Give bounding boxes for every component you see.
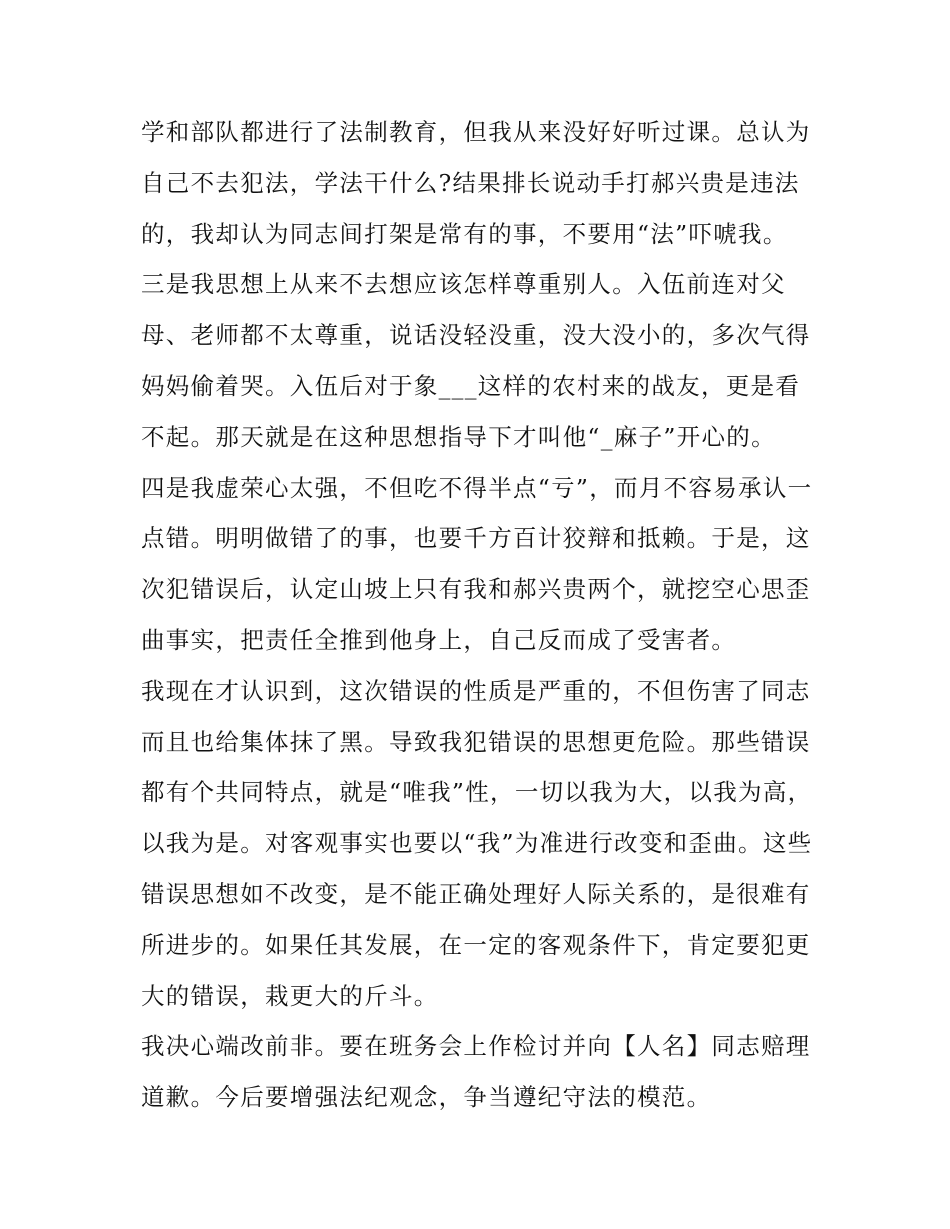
text-line: 点错。明明做错了的事，也要千方百计狡辩和抵赖。于是，这	[141, 524, 811, 553]
text-line: 我决心端改前非。要在班务会上作检讨并向【人名】同志赔理	[141, 1032, 811, 1061]
text-line: 大的错误，栽更大的斤斗。	[141, 981, 439, 1010]
text-line: 四是我虚荣心太强，不但吃不得半点“亏”，而月不容易承认一	[141, 473, 813, 502]
text-line: 母、老师都不太尊重，说话没轻没重，没大没小的，多次气得	[141, 321, 811, 350]
text-line: 次犯错误后，认定山坡上只有我和郝兴贵两个，就挖空心思歪	[141, 575, 811, 604]
text-line: 学和部队都进行了法制教育，但我从来没好好听过课。总认为	[141, 118, 811, 146]
text-line: 而且也给集体抹了黑。导致我犯错误的思想更危险。那些错误	[141, 727, 811, 756]
text-line: 错误思想如不改变，是不能正确处理好人际关系的，是很难有	[141, 879, 811, 908]
text-line: 都有个共同特点，就是“唯我”性，一切以我为大，以我为高，	[141, 778, 813, 807]
text-line: 曲事实，把责任全推到他身上，自己反而成了受害者。	[141, 625, 737, 654]
text-line: 的，我却认为同志间打架是常有的事，不要用“法”吓唬我。	[141, 219, 788, 248]
text-line: 三是我思想上从来不去想应该怎样尊重别人。入伍前连对父	[141, 270, 786, 299]
text-line: 妈妈偷着哭。入伍后对于象___这样的农村来的战友，更是看	[141, 371, 801, 400]
text-line: 不起。那天就是在这种思想指导下才叫他“_麻子”开心的。	[141, 422, 776, 451]
text-line: 自己不去犯法，学法干什么?结果排长说动手打郝兴贵是违法	[141, 168, 800, 197]
document-body	[141, 107, 821, 1123]
text-line: 道歉。今后要增强法纪观念，争当遵纪守法的模范。	[141, 1083, 712, 1112]
text-line: 我现在才认识到，这次错误的性质是严重的，不但伤害了同志	[141, 676, 811, 705]
text-line: 以我为是。对客观事实也要以“我”为准进行改变和歪曲。这些	[141, 829, 813, 858]
text-line: 所进步的。如果任其发展，在一定的客观条件下，肯定要犯更	[141, 930, 811, 959]
